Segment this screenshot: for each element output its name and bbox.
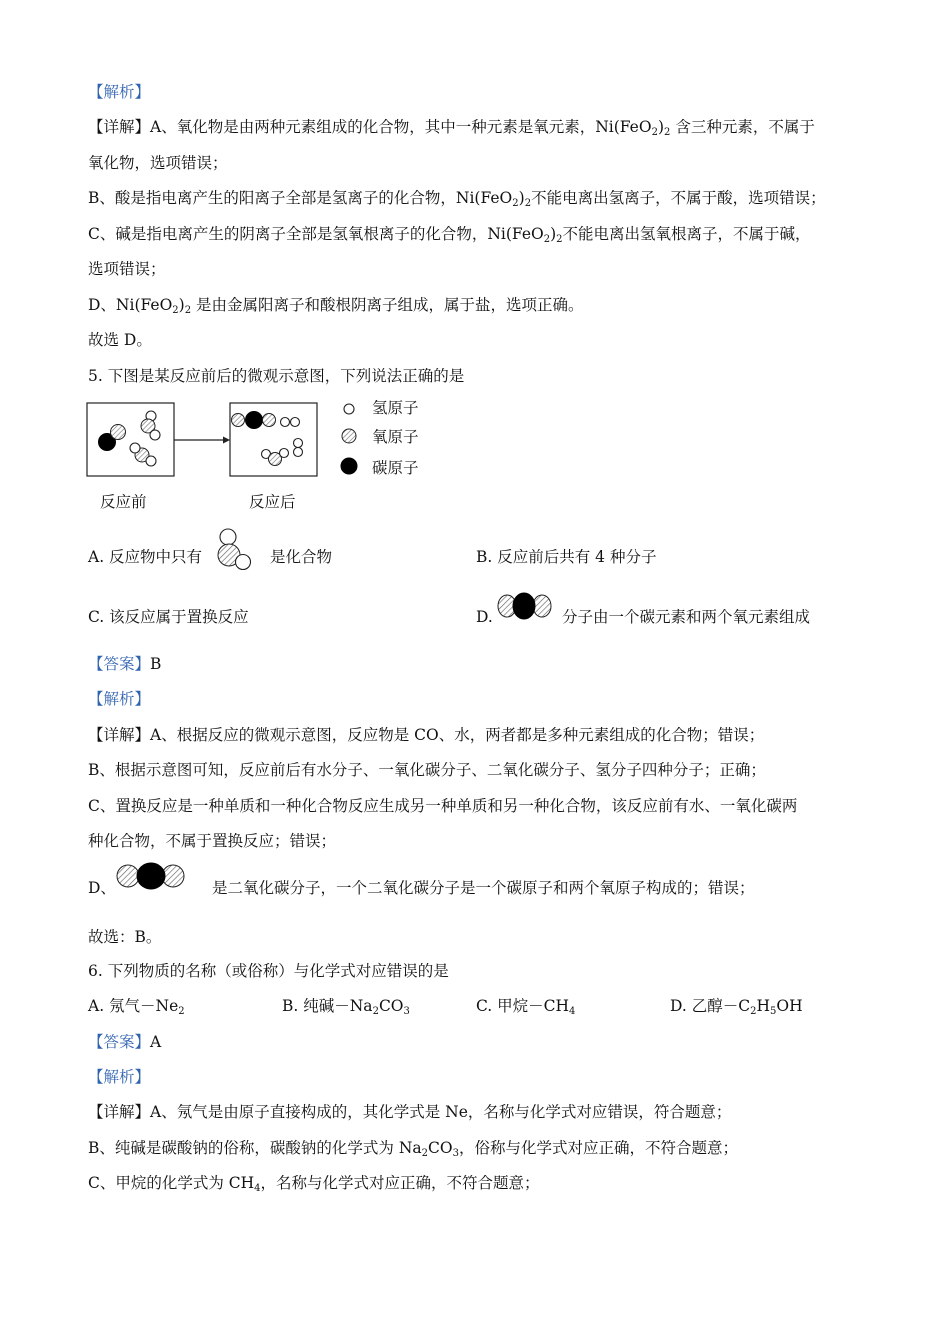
- conclusion-line: 故选 D。: [88, 331, 152, 349]
- q6-stem: 6. 下列物质的名称（或俗称）与化学式对应错误的是: [88, 962, 449, 980]
- arrow-head: [223, 437, 230, 444]
- q5-analysis-heading: 【解析】: [88, 690, 151, 708]
- q5-stem: 5. 下图是某反应前后的微观示意图，下列说法正确的是: [88, 367, 465, 385]
- before-label: 反应前: [100, 493, 147, 511]
- q5-detail-c-cont: 种化合物，不属于置换反应；错误；: [88, 832, 337, 850]
- q5-detail-d-text: 是二氧化碳分子，一个二氧化碳分子是一个碳原子和两个氧原子构成的；错误；: [212, 879, 755, 897]
- o-atom: [117, 865, 139, 887]
- q5-conclusion: 故选：B。: [88, 928, 162, 946]
- after-label: 反应后: [249, 493, 296, 511]
- q5-option-d-text: 分子由一个碳元素和两个氧元素组成: [562, 608, 811, 626]
- q6-detail-a: 【详解】A、氖气是由原子直接构成的，其化学式是 Ne，名称与化学式对应错误，符合题意；: [88, 1103, 732, 1121]
- co2-molecule-icon: [494, 591, 556, 623]
- h-atom: [294, 448, 303, 457]
- q5-answer: 【答案】B: [88, 655, 162, 673]
- detail-line-d: D、$Ni(FeO_2)_2$ 是由金属阳离子和酸根阴离子组成，属于盐，选项正确。: [88, 296, 584, 316]
- q5-detail-d-label: D、: [88, 879, 116, 897]
- h-atom: [294, 439, 303, 448]
- q5-option-d-label: D.: [476, 608, 493, 626]
- h-atom: [130, 443, 140, 453]
- q6-analysis-heading: 【解析】: [88, 1068, 151, 1086]
- detail-line-c-cont: 选项错误；: [88, 260, 166, 278]
- h-atom: [146, 456, 156, 466]
- h-atom: [150, 430, 160, 440]
- detail-line-a-cont: 氧化物，选项错误；: [88, 154, 228, 172]
- o-atom: [232, 414, 245, 427]
- q5-detail-a: 【详解】A、根据反应的微观示意图，反应物是 CO、水，两者都是多种元素组成的化合物；错误；: [88, 726, 765, 744]
- q5-option-b: B. 反应前后共有 4 种分子: [476, 548, 657, 566]
- legend-symbols: [338, 398, 360, 480]
- legend-hydrogen: 氢原子: [372, 399, 419, 417]
- reaction-diagram: [85, 398, 345, 480]
- o-atom: [263, 414, 276, 427]
- q6-option-d: D. 乙醇$-C_2H_5OH$: [670, 997, 803, 1017]
- legend-carbon: 碳原子: [372, 459, 419, 477]
- legend-carbon-symbol: [341, 458, 357, 474]
- q6-option-c: C. 甲烷$-CH_4$: [476, 997, 576, 1017]
- c-atom: [246, 412, 263, 429]
- detail-line-c: C、碱是指电离产生的阴离子全部是氢氧根离子的化合物，$Ni(FeO_2)_2$不能电离出氢氧根离子，不属于碱，: [88, 225, 811, 245]
- h-atom: [236, 555, 251, 570]
- q6-detail-b: B、纯碱是碳酸钠的俗称，碳酸钠的化学式为 $Na_2CO_3$，俗称与化学式对应正确，不符合题意；: [88, 1139, 738, 1159]
- legend-oxygen-symbol: [342, 429, 356, 443]
- legend-oxygen: 氧原子: [372, 428, 419, 446]
- q6-answer: 【答案】A: [88, 1033, 162, 1051]
- water-molecule-icon: [211, 527, 257, 573]
- o-atom: [533, 595, 551, 617]
- q5-detail-c: C、置换反应是一种单质和一种化合物反应生成另一种单质和另一种化合物，该反应前有水、一氧化碳两: [88, 797, 798, 815]
- legend-hydrogen-symbol: [344, 404, 354, 414]
- h-atom: [281, 418, 290, 427]
- h-atom: [291, 418, 300, 427]
- c-atom: [137, 863, 165, 889]
- q5-option-c: C. 该反应属于置换反应: [88, 608, 249, 626]
- q6-option-a: A. 氖气$-Ne_2$: [88, 997, 185, 1017]
- o-atom: [111, 425, 126, 440]
- q6-option-b: B. 纯碱$-Na_2CO_3$: [282, 997, 410, 1017]
- c-atom: [513, 593, 535, 619]
- h-atom: [220, 529, 236, 545]
- h-atom: [280, 449, 289, 458]
- q6-detail-c: C、甲烷的化学式为 $CH_4$，名称与化学式对应正确，不符合题意；: [88, 1174, 540, 1194]
- q5-detail-b: B、根据示意图可知，反应前后有水分子、一氧化碳分子、二氧化碳分子、氢分子四种分子；正确；: [88, 761, 766, 779]
- detail-line-b: B、酸是指电离产生的阳离子全部是氢离子的化合物，$Ni(FeO_2)_2$不能电离出氢离子，不属于酸，选项错误；: [88, 189, 826, 209]
- analysis-heading: 【解析】: [88, 83, 151, 101]
- q5-option-a-text: A. 反应物中只有: [88, 548, 203, 566]
- detail-line-a: 【详解】A、氧化物是由两种元素组成的化合物，其中一种元素是氧元素，$Ni(FeO_2)_2$ 含三种元素，不属于: [88, 118, 815, 138]
- q5-option-a-text-end: 是化合物: [270, 548, 333, 566]
- co2-molecule-icon-2: [114, 860, 190, 892]
